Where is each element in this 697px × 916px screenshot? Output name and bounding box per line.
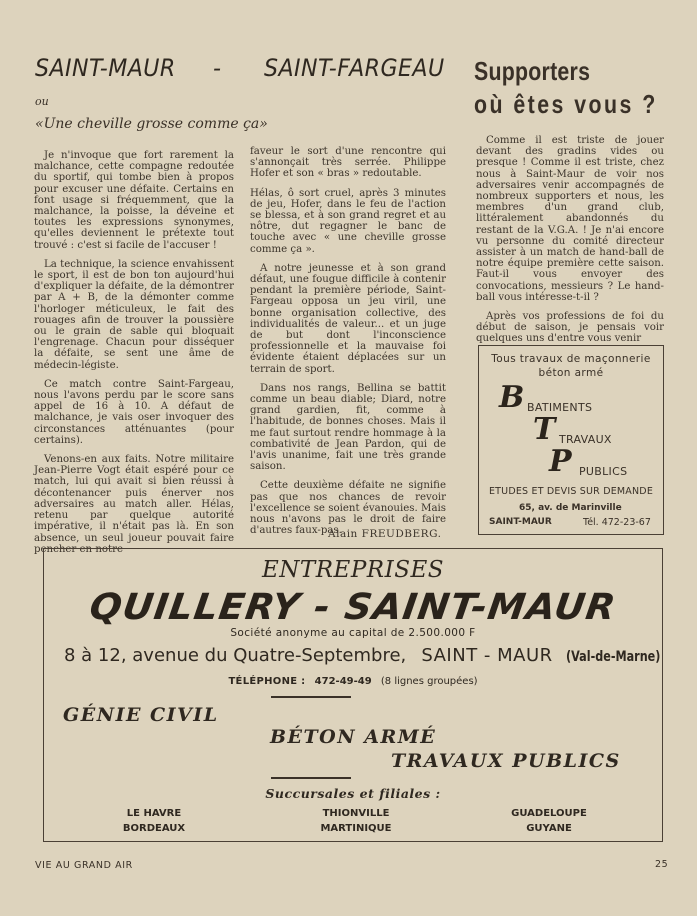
- quillery-advertisement: [43, 548, 663, 842]
- ad-branch-column: [306, 806, 406, 836]
- footer-page-number: 25: [655, 859, 669, 870]
- ad-phone-note: (8 lignes groupées): [380, 676, 478, 687]
- article-title-right-team: SAINT-FARGEAU: [264, 54, 445, 82]
- ad-address: [64, 645, 661, 666]
- ad-branch: GUADELOUPE: [511, 808, 587, 819]
- footer-publication: VIE AU GRAND AIR: [35, 860, 133, 871]
- btp-heading: [479, 352, 663, 380]
- btp-studies: ETUDES ET DEVIS SUR DEMANDE: [488, 486, 654, 497]
- paragraph: Cette deuxième défaite ne signifie pas que nos chances de revoir l'excellence se soient évanouies. Mais nous n'avons pas le droit de faire d'autres faux-pas.: [250, 480, 446, 537]
- ad-phone-number: 472-49-49: [314, 676, 372, 687]
- ad-divider-top: [271, 696, 351, 698]
- ad-branch: THIONVILLE: [322, 808, 390, 819]
- ad-entreprises: ENTREPRISES: [261, 557, 445, 583]
- ad-address-dept: (Val-de-Marne): [565, 649, 661, 665]
- ad-service-beton-arme: BÉTON ARMÉ: [270, 726, 437, 748]
- ad-branch: MARTINIQUE: [320, 823, 392, 834]
- article-column-1: [34, 150, 234, 563]
- paragraph: Ce match contre Saint-Fargeau, nous l'avons perdu par le score sans appel de 16 à 10. A défaut de malchance, je vais oser invoquer des circonstances atténuantes (pour certains).: [34, 378, 234, 446]
- supporters-title-line1: Supporters: [474, 56, 591, 86]
- btp-word-travaux: TRAVAUX: [559, 433, 612, 446]
- ad-company-name: QUILLERY - SAINT-MAUR: [87, 587, 619, 628]
- ad-phone-label: TÉLÉPHONE :: [228, 676, 306, 687]
- article-subtitle: «Une cheville grosse comme ça»: [35, 116, 268, 132]
- ad-company-wrap: [44, 587, 662, 628]
- btp-letter-t: T: [533, 412, 556, 447]
- paragraph: Comme il est triste de jouer devant des gradins vides ou presque ! Comme il est triste, chez nous à Saint-Maur de voir nos adversaires venir accompagnés de nombreux supporters et nous, les membres d'un grand club, littéralement abandonnés du restant de la V.G.A. ! Je n'ai encore vu personne du comité directeur assister à un match de hand-ball de notre équipe première cette saison. Faut-il vous envoyer des convocations, messieurs ? Le hand-ball vous intéresse-t-il ?: [476, 135, 664, 303]
- btp-heading-line1: Tous travaux de maçonnerie: [491, 353, 651, 365]
- btp-word-batiments: BATIMENTS: [527, 401, 593, 414]
- ad-service-genie-civil: GÉNIE CIVIL: [63, 704, 219, 726]
- article-title-dash: -: [213, 54, 222, 82]
- btp-word-publics: PUBLICS: [579, 465, 628, 478]
- ad-capital: Société anonyme au capital de 2.500.000 F: [230, 627, 476, 639]
- ad-branches-label: Succursales et filiales :: [265, 786, 441, 801]
- ad-address-street: 8 à 12, avenue du Quatre-Septembre,: [64, 645, 407, 666]
- ad-branch-column: [494, 806, 604, 836]
- paragraph: Dans nos rangs, Bellina se battit comme un beau diable; Diard, notre grand gardien, fit, comme à l'habitude, de bonnes choses. Mais il me faut surtout rendre hommage à la combativité de Jean Pardon, qui de l'avis unanime, fait une très grande saison.: [250, 382, 446, 473]
- paragraph: A notre jeunesse et à son grand défaut, une fougue difficile à contenir pendant la première période, Saint-Fargeau opposa un jeu viril, une bonne organisation collective, des individualités de valeur... et un juge de but dont l'inconscience professionnelle et la mauvaise foi évidente étaient déplacées sur un terrain de sport.: [250, 262, 446, 375]
- ad-branch: LE HAVRE: [126, 808, 182, 819]
- article-title-or: ou: [35, 95, 49, 108]
- btp-advertisement: [478, 345, 664, 535]
- supporters-title-line2: où êtes vous ?: [474, 89, 658, 119]
- btp-letter-p: P: [549, 444, 572, 479]
- ad-branch-column: [104, 806, 204, 836]
- btp-address: 65, av. de Marinville: [519, 503, 622, 513]
- ad-branch: GUYANE: [526, 823, 572, 834]
- supporters-title: [474, 55, 687, 121]
- article-column-3: [476, 135, 664, 353]
- article-signature: Alain FREUDBERG.: [328, 528, 442, 540]
- article-title-left-team: SAINT-MAUR: [35, 54, 176, 82]
- paragraph: Hélas, ô sort cruel, après 3 minutes de jeu, Hofer, dans le feu de l'action se blessa, et à son grand regret et au nôtre, dut regagner le banc de touche avec « une cheville grosse comme ça ».: [250, 187, 446, 255]
- ad-address-city: SAINT - MAUR: [421, 645, 553, 666]
- paragraph: faveur le sort d'une rencontre qui s'annonçait très serrée. Philippe Hofer et son « bras » redoutable.: [250, 146, 446, 180]
- paragraph: La technique, la science envahissent le sport, il est de bon ton aujourd'hui d'expliquer la défaite, de la démontrer par A + B, de la démonter comme l'horloger méticuleux, le fait des rouages afin de trouver la poussière ou le grain de sable qui bloquait l'engrenage. Chacun pour disséquer la défaite, se sent une âme de médecin-légiste.: [34, 258, 234, 371]
- btp-phone: Tél. 472-23-67: [583, 517, 651, 528]
- paragraph: Venons-en aux faits. Notre militaire Jean-Pierre Vogt était espéré pour ce match, lui qui avait si bien réussi à décontenancer puis énerver nos adversaires au match aller. Hélas, retenu par quelque autorité impérative, il n'était pas là. En son absence, un seul joueur pouvait faire pencher en notre: [34, 454, 234, 555]
- paragraph: Après vos professions de foi du début de saison, je pensais voir quelques uns d'entre vous venir: [476, 311, 664, 345]
- ad-branch: BORDEAUX: [122, 823, 186, 834]
- paragraph: Je n'invoque que fort rarement la malchance, cette compagne redoutée du sportif, qui tombe bien à propos pour excuser une défaite. Certains en font usage si fréquemment, que la malchance, la poisse, la déveine et toutes les expressions synonymes, qu'elles deviennent le prétexte tout trouvé : c'est si facile de l'accuser !: [34, 150, 234, 251]
- article-column-2: [250, 146, 446, 545]
- btp-city: SAINT-MAUR: [489, 517, 552, 527]
- ad-service-travaux-publics: TRAVAUX PUBLICS: [391, 750, 621, 772]
- ad-phone: [44, 676, 662, 687]
- btp-heading-line2: béton armé: [538, 367, 604, 379]
- ad-divider-bottom: [271, 777, 351, 779]
- btp-letter-b: B: [499, 380, 525, 415]
